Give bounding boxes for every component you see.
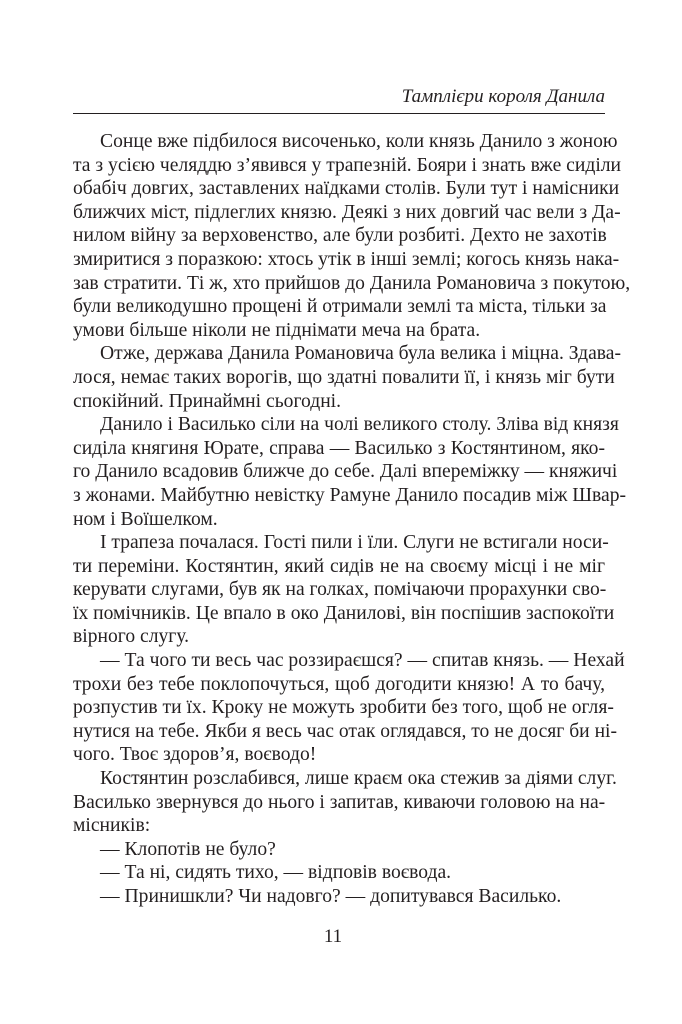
text-line: вірного слугу. bbox=[73, 626, 190, 648]
text-line: — Принишкли? Чи надовго? — допитувався Василько. bbox=[100, 886, 562, 907]
text-line: їх помічників. Це впало в око Данилові, він поспішив заспокоїти bbox=[73, 602, 615, 624]
text-line: сиділа княгиня Юрате, справа — Василько з Костянтином, яко- bbox=[73, 437, 605, 459]
paragraph bbox=[73, 885, 605, 909]
paragraph bbox=[73, 531, 615, 649]
text-line: спокійний. Принаймні сьогодні. bbox=[73, 390, 342, 412]
text-line: ти переміни. Костянтин, який сидів не на своєму місці і не міг bbox=[73, 555, 605, 577]
running-header: Тамплієри короля Данила bbox=[401, 86, 605, 107]
text-line: Костянтин розслабився, лише краєм ока стежив за діями слуг. bbox=[100, 768, 617, 790]
text-line: лося, немає таких ворогів, що здатні повалити її, і князь міг бути bbox=[73, 366, 615, 388]
text-line: змиритися з поразкою: хтось утік в інші землі; когось князь нака- bbox=[73, 248, 620, 270]
text-line: чого. Твоє здоров’я, воєводо! bbox=[73, 744, 317, 766]
text-line: — Та чого ти весь час роззираєшся? — спитав князь. — Нехай bbox=[100, 650, 625, 672]
text-line: Сонце вже підбилося височенько, коли князь Данило з жоною bbox=[100, 131, 618, 152]
text-line: трохи без тебе поклопочуться, щоб догодити князю! А то бачу, bbox=[73, 673, 605, 695]
paragraph bbox=[73, 413, 627, 531]
text-line: керувати слугами, був як на голках, помічаючи прорахунки сво- bbox=[73, 579, 607, 601]
text-line: І трапеза почалася. Гості пили і їли. Слуги не встигали носи- bbox=[100, 532, 609, 554]
text-line: го Данило всадовив ближче до себе. Далі впереміжку — княжичі bbox=[73, 461, 618, 483]
text-line: умови більше ніколи не піднімати меча на брата. bbox=[73, 319, 481, 341]
text-line: обабіч довгих, заставлених наїдками столів. Були тут і намісники bbox=[73, 178, 620, 200]
text-line: зав стратити. Ті ж, хто прийшов до Данила Романовича з покутою, bbox=[73, 272, 631, 294]
paragraph bbox=[73, 767, 617, 838]
page-number: 11 bbox=[323, 926, 343, 947]
text-line: ближчих міст, підлеглих князю. Деякі з них довгий час вели з Да- bbox=[73, 201, 621, 223]
page-body bbox=[73, 130, 631, 909]
text-line: Василько звернувся до нього і запитав, киваючи головою на на- bbox=[73, 791, 606, 813]
text-line: були великодушно прощені й отримали землі та міста, тільки за bbox=[73, 296, 607, 318]
header-rule bbox=[73, 113, 605, 114]
text-line: з жонами. Майбутню невістку Рамуне Данило посадив між Швар- bbox=[73, 484, 627, 506]
text-line: та з усією челяддю з’явився у трапезній. Бояри і знать вже сиділи bbox=[73, 154, 622, 176]
text-line: нутися на тебе. Якби я весь час отак оглядався, то не досяг би ні- bbox=[73, 720, 618, 742]
paragraph bbox=[73, 342, 621, 413]
paragraph bbox=[73, 130, 631, 342]
text-line: — Клопотів не було? bbox=[100, 838, 276, 860]
paragraph bbox=[73, 649, 625, 767]
paragraph bbox=[73, 838, 605, 862]
text-line: місників: bbox=[73, 815, 151, 837]
text-line: Данило і Василько сіли на чолі великого столу. Зліва від князя bbox=[100, 414, 619, 436]
text-line: — Та ні, сидять тихо, — відповів воєвода. bbox=[100, 862, 452, 884]
text-line: нилом війну за верховенство, але були розбиті. Дехто не захотів bbox=[73, 225, 607, 247]
paragraph bbox=[73, 861, 605, 885]
text-line: розпустив ти їх. Кроку не можуть зробити без того, щоб не огля- bbox=[73, 697, 614, 719]
text-line: ном і Воїшелком. bbox=[73, 508, 218, 530]
text-line: Отже, держава Данила Романовича була велика і міцна. Здава- bbox=[100, 343, 621, 365]
